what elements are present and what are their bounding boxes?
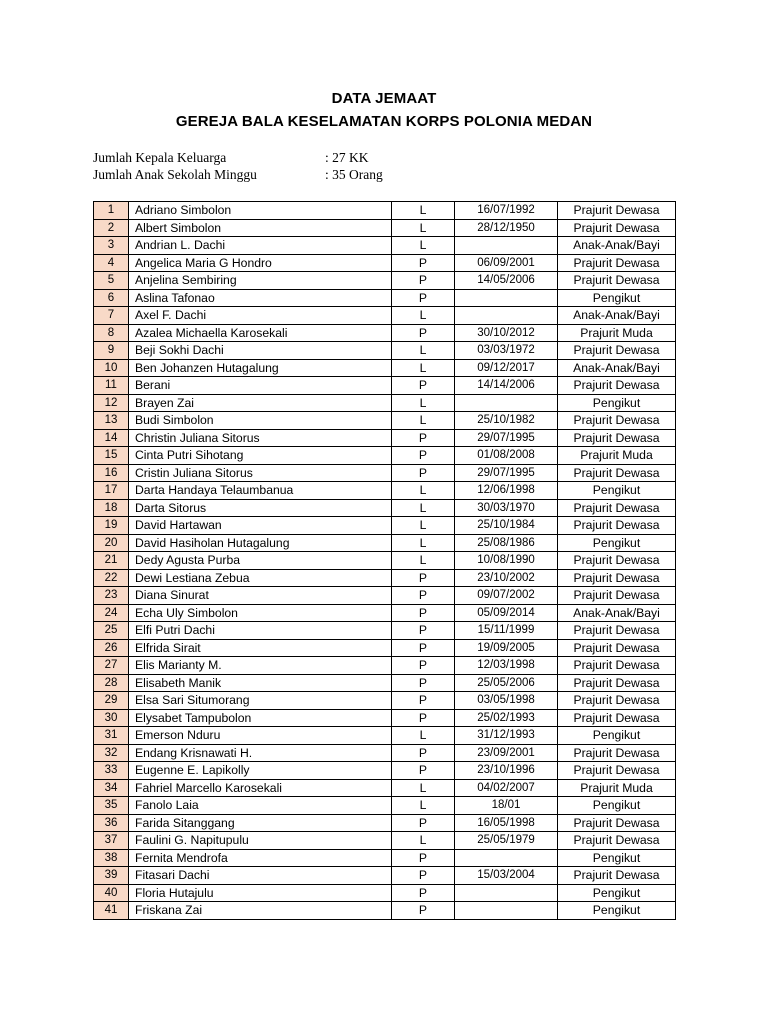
member-category: Prajurit Dewasa	[558, 657, 676, 675]
member-birthdate	[455, 902, 558, 920]
row-number: 14	[94, 429, 129, 447]
member-category: Pengikut	[558, 727, 676, 745]
member-sex: L	[392, 219, 455, 237]
member-sex: P	[392, 604, 455, 622]
member-name: Adriano Simbolon	[129, 202, 392, 220]
table-row	[94, 219, 676, 237]
member-name: Faulini G. Napitupulu	[129, 832, 392, 850]
row-number: 24	[94, 604, 129, 622]
document-subtitle: GEREJA BALA KESELAMATAN KORPS POLONIA MEDAN	[175, 113, 593, 130]
member-birthdate	[455, 394, 558, 412]
table-row	[94, 342, 676, 360]
member-birthdate	[455, 307, 558, 325]
member-birthdate: 06/09/2001	[455, 254, 558, 272]
member-name: Fitasari Dachi	[129, 867, 392, 885]
row-number: 33	[94, 762, 129, 780]
member-sex: P	[392, 429, 455, 447]
member-name: Fanolo Laia	[129, 797, 392, 815]
member-category: Prajurit Dewasa	[558, 517, 676, 535]
summary-asm-value: : 35 Orang	[325, 167, 383, 182]
member-category: Pengikut	[558, 902, 676, 920]
member-category: Prajurit Dewasa	[558, 587, 676, 605]
member-category: Prajurit Dewasa	[558, 832, 676, 850]
member-sex: P	[392, 762, 455, 780]
member-birthdate: 25/05/2006	[455, 674, 558, 692]
summary-kepala-keluarga	[93, 150, 369, 166]
member-birthdate: 05/09/2014	[455, 604, 558, 622]
member-name: Azalea Michaella Karosekali	[129, 324, 392, 342]
table-row	[94, 779, 676, 797]
member-birthdate: 30/03/1970	[455, 499, 558, 517]
row-number: 32	[94, 744, 129, 762]
member-name: Anjelina Sembiring	[129, 272, 392, 290]
member-birthdate: 29/07/1995	[455, 429, 558, 447]
summary-asm-label: Jumlah Anak Sekolah Minggu	[93, 167, 257, 182]
member-category: Prajurit Dewasa	[558, 464, 676, 482]
member-sex: L	[392, 342, 455, 360]
member-name: Angelica Maria G Hondro	[129, 254, 392, 272]
member-name: Endang Krisnawati H.	[129, 744, 392, 762]
table-row	[94, 639, 676, 657]
member-name: Berani	[129, 377, 392, 395]
member-name: Axel F. Dachi	[129, 307, 392, 325]
member-category: Prajurit Dewasa	[558, 342, 676, 360]
member-sex: L	[392, 727, 455, 745]
member-name: Elisabeth Manik	[129, 674, 392, 692]
table-row	[94, 587, 676, 605]
member-sex: P	[392, 289, 455, 307]
member-category: Pengikut	[558, 849, 676, 867]
member-birthdate: 25/10/1982	[455, 412, 558, 430]
member-category: Anak-Anak/Bayi	[558, 604, 676, 622]
member-sex: L	[392, 797, 455, 815]
table-row	[94, 814, 676, 832]
row-number: 8	[94, 324, 129, 342]
member-name: Floria Hutajulu	[129, 884, 392, 902]
row-number: 5	[94, 272, 129, 290]
member-category: Prajurit Muda	[558, 447, 676, 465]
row-number: 34	[94, 779, 129, 797]
table-row	[94, 482, 676, 500]
member-sex: L	[392, 832, 455, 850]
member-name: Echa Uly Simbolon	[129, 604, 392, 622]
table-row	[94, 307, 676, 325]
table-row	[94, 377, 676, 395]
member-sex: L	[392, 394, 455, 412]
member-birthdate: 23/10/1996	[455, 762, 558, 780]
table-row	[94, 604, 676, 622]
member-sex: P	[392, 657, 455, 675]
member-category: Prajurit Dewasa	[558, 744, 676, 762]
member-sex: P	[392, 692, 455, 710]
member-birthdate: 25/08/1986	[455, 534, 558, 552]
member-name: Brayen Zai	[129, 394, 392, 412]
summary-kk-label: Jumlah Kepala Keluarga	[93, 150, 227, 165]
row-number: 40	[94, 884, 129, 902]
member-sex: L	[392, 237, 455, 255]
member-category: Prajurit Dewasa	[558, 552, 676, 570]
table-row	[94, 289, 676, 307]
row-number: 27	[94, 657, 129, 675]
table-row	[94, 622, 676, 640]
member-name: Farida Sitanggang	[129, 814, 392, 832]
member-birthdate: 12/03/1998	[455, 657, 558, 675]
member-birthdate	[455, 884, 558, 902]
table-row	[94, 359, 676, 377]
member-sex: P	[392, 639, 455, 657]
member-birthdate: 03/03/1972	[455, 342, 558, 360]
table-row	[94, 254, 676, 272]
table-row	[94, 709, 676, 727]
member-birthdate: 15/03/2004	[455, 867, 558, 885]
members-table	[93, 201, 676, 920]
member-birthdate: 01/08/2008	[455, 447, 558, 465]
member-category: Prajurit Dewasa	[558, 219, 676, 237]
member-category: Anak-Anak/Bayi	[558, 359, 676, 377]
row-number: 6	[94, 289, 129, 307]
member-category: Pengikut	[558, 884, 676, 902]
member-sex: P	[392, 744, 455, 762]
member-name: Elsa Sari Situmorang	[129, 692, 392, 710]
row-number: 31	[94, 727, 129, 745]
row-number: 30	[94, 709, 129, 727]
table-row	[94, 394, 676, 412]
table-row	[94, 237, 676, 255]
member-sex: L	[392, 307, 455, 325]
member-birthdate: 04/02/2007	[455, 779, 558, 797]
table-row	[94, 552, 676, 570]
member-name: Cinta Putri Sihotang	[129, 447, 392, 465]
member-name: Darta Sitorus	[129, 499, 392, 517]
table-row	[94, 324, 676, 342]
table-row	[94, 464, 676, 482]
row-number: 10	[94, 359, 129, 377]
member-birthdate: 16/07/1992	[455, 202, 558, 220]
table-row	[94, 412, 676, 430]
row-number: 11	[94, 377, 129, 395]
table-row	[94, 447, 676, 465]
member-birthdate: 25/10/1984	[455, 517, 558, 535]
member-name: Dewi Lestiana Zebua	[129, 569, 392, 587]
row-number: 13	[94, 412, 129, 430]
member-name: Andrian L. Dachi	[129, 237, 392, 255]
table-row	[94, 517, 676, 535]
member-category: Prajurit Dewasa	[558, 569, 676, 587]
table-row	[94, 727, 676, 745]
member-birthdate: 23/10/2002	[455, 569, 558, 587]
member-sex: P	[392, 324, 455, 342]
table-row	[94, 849, 676, 867]
row-number: 29	[94, 692, 129, 710]
member-name: Fahriel Marcello Karosekali	[129, 779, 392, 797]
member-name: Emerson Nduru	[129, 727, 392, 745]
row-number: 15	[94, 447, 129, 465]
member-birthdate: 15/11/1999	[455, 622, 558, 640]
table-row	[94, 692, 676, 710]
member-category: Prajurit Dewasa	[558, 429, 676, 447]
row-number: 37	[94, 832, 129, 850]
member-birthdate: 31/12/1993	[455, 727, 558, 745]
row-number: 41	[94, 902, 129, 920]
member-birthdate: 25/05/1979	[455, 832, 558, 850]
member-sex: P	[392, 622, 455, 640]
member-sex: L	[392, 482, 455, 500]
member-name: David Hartawan	[129, 517, 392, 535]
member-category: Prajurit Dewasa	[558, 762, 676, 780]
member-category: Prajurit Dewasa	[558, 272, 676, 290]
member-birthdate: 09/12/2017	[455, 359, 558, 377]
row-number: 9	[94, 342, 129, 360]
table-row	[94, 832, 676, 850]
table-row	[94, 884, 676, 902]
member-name: Elfi Putri Dachi	[129, 622, 392, 640]
member-sex: L	[392, 552, 455, 570]
member-sex: P	[392, 569, 455, 587]
row-number: 28	[94, 674, 129, 692]
member-sex: P	[392, 902, 455, 920]
member-category: Prajurit Dewasa	[558, 254, 676, 272]
member-name: Christin Juliana Sitorus	[129, 429, 392, 447]
member-sex: L	[392, 517, 455, 535]
member-sex: L	[392, 359, 455, 377]
member-sex: L	[392, 412, 455, 430]
member-category: Anak-Anak/Bayi	[558, 237, 676, 255]
row-number: 22	[94, 569, 129, 587]
member-name: Darta Handaya Telaumbanua	[129, 482, 392, 500]
row-number: 39	[94, 867, 129, 885]
member-category: Prajurit Dewasa	[558, 814, 676, 832]
member-birthdate: 09/07/2002	[455, 587, 558, 605]
member-category: Prajurit Dewasa	[558, 867, 676, 885]
member-name: Fernita Mendrofa	[129, 849, 392, 867]
member-category: Pengikut	[558, 482, 676, 500]
member-sex: P	[392, 884, 455, 902]
member-category: Prajurit Muda	[558, 324, 676, 342]
row-number: 17	[94, 482, 129, 500]
table-row	[94, 499, 676, 517]
member-category: Pengikut	[558, 289, 676, 307]
member-birthdate	[455, 289, 558, 307]
row-number: 26	[94, 639, 129, 657]
row-number: 38	[94, 849, 129, 867]
member-sex: P	[392, 447, 455, 465]
table-row	[94, 674, 676, 692]
row-number: 20	[94, 534, 129, 552]
member-name: Elis Marianty M.	[129, 657, 392, 675]
row-number: 16	[94, 464, 129, 482]
member-name: Friskana Zai	[129, 902, 392, 920]
member-birthdate: 18/01	[455, 797, 558, 815]
member-sex: P	[392, 849, 455, 867]
member-category: Pengikut	[558, 394, 676, 412]
member-category: Prajurit Dewasa	[558, 639, 676, 657]
member-birthdate: 23/09/2001	[455, 744, 558, 762]
member-sex: L	[392, 499, 455, 517]
member-name: Diana Sinurat	[129, 587, 392, 605]
table-row	[94, 534, 676, 552]
member-birthdate: 28/12/1950	[455, 219, 558, 237]
summary-kk-value: : 27 KK	[325, 150, 369, 165]
member-category: Prajurit Dewasa	[558, 692, 676, 710]
member-sex: P	[392, 709, 455, 727]
member-birthdate	[455, 237, 558, 255]
member-birthdate: 10/08/1990	[455, 552, 558, 570]
member-category: Prajurit Dewasa	[558, 709, 676, 727]
table-row	[94, 657, 676, 675]
member-name: Elysabet Tampubolon	[129, 709, 392, 727]
summary-sekolah-minggu	[93, 167, 383, 183]
member-sex: P	[392, 587, 455, 605]
member-sex: L	[392, 534, 455, 552]
member-name: Dedy Agusta Purba	[129, 552, 392, 570]
table-row	[94, 797, 676, 815]
row-number: 25	[94, 622, 129, 640]
member-category: Prajurit Dewasa	[558, 499, 676, 517]
row-number: 21	[94, 552, 129, 570]
member-category: Prajurit Dewasa	[558, 377, 676, 395]
row-number: 18	[94, 499, 129, 517]
member-birthdate: 03/05/1998	[455, 692, 558, 710]
member-name: Elfrida Sirait	[129, 639, 392, 657]
member-category: Anak-Anak/Bayi	[558, 307, 676, 325]
row-number: 4	[94, 254, 129, 272]
row-number: 3	[94, 237, 129, 255]
row-number: 36	[94, 814, 129, 832]
member-name: Ben Johanzen Hutagalung	[129, 359, 392, 377]
member-sex: L	[392, 779, 455, 797]
member-birthdate	[455, 849, 558, 867]
member-name: Aslina Tafonao	[129, 289, 392, 307]
member-category: Prajurit Muda	[558, 779, 676, 797]
row-number: 1	[94, 202, 129, 220]
member-name: David Hasiholan Hutagalung	[129, 534, 392, 552]
member-category: Prajurit Dewasa	[558, 674, 676, 692]
member-birthdate: 30/10/2012	[455, 324, 558, 342]
table-row	[94, 569, 676, 587]
member-sex: P	[392, 464, 455, 482]
table-row	[94, 429, 676, 447]
member-name: Beji Sokhi Dachi	[129, 342, 392, 360]
member-category: Pengikut	[558, 797, 676, 815]
row-number: 2	[94, 219, 129, 237]
document-title: DATA JEMAAT	[331, 90, 437, 107]
row-number: 7	[94, 307, 129, 325]
member-birthdate: 12/06/1998	[455, 482, 558, 500]
member-sex: P	[392, 272, 455, 290]
member-sex: P	[392, 254, 455, 272]
row-number: 19	[94, 517, 129, 535]
member-birthdate: 14/14/2006	[455, 377, 558, 395]
member-sex: P	[392, 814, 455, 832]
member-category: Pengikut	[558, 534, 676, 552]
table-row	[94, 202, 676, 220]
member-birthdate: 19/09/2005	[455, 639, 558, 657]
members-table-body	[94, 202, 676, 920]
row-number: 23	[94, 587, 129, 605]
table-row	[94, 272, 676, 290]
member-sex: L	[392, 202, 455, 220]
table-row	[94, 762, 676, 780]
row-number: 35	[94, 797, 129, 815]
member-name: Budi Simbolon	[129, 412, 392, 430]
member-birthdate: 14/05/2006	[455, 272, 558, 290]
member-category: Prajurit Dewasa	[558, 412, 676, 430]
member-birthdate: 25/02/1993	[455, 709, 558, 727]
table-row	[94, 902, 676, 920]
member-name: Eugenne E. Lapikolly	[129, 762, 392, 780]
member-sex: P	[392, 867, 455, 885]
member-category: Prajurit Dewasa	[558, 202, 676, 220]
member-birthdate: 29/07/1995	[455, 464, 558, 482]
table-row	[94, 744, 676, 762]
member-birthdate: 16/05/1998	[455, 814, 558, 832]
table-row	[94, 867, 676, 885]
row-number: 12	[94, 394, 129, 412]
member-sex: P	[392, 674, 455, 692]
member-name: Albert Simbolon	[129, 219, 392, 237]
member-sex: P	[392, 377, 455, 395]
member-name: Cristin Juliana Sitorus	[129, 464, 392, 482]
member-category: Prajurit Dewasa	[558, 622, 676, 640]
